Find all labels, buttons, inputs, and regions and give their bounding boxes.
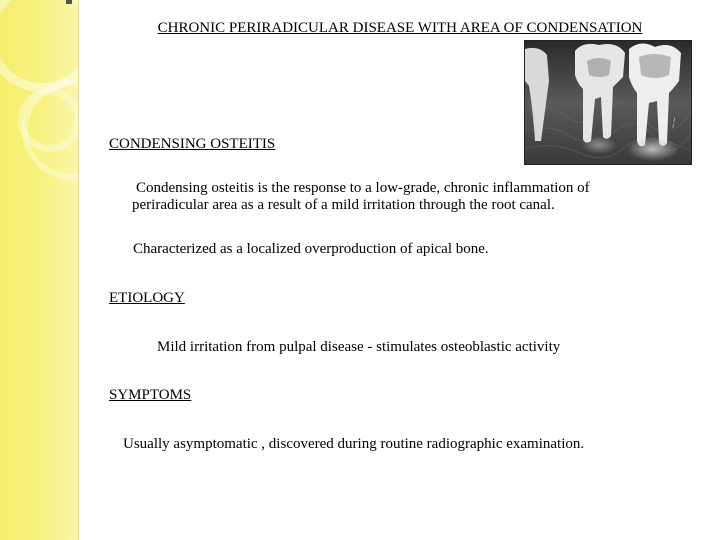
- decorative-side-band: [0, 0, 78, 540]
- corner-mark: [66, 0, 72, 4]
- side-divider: [78, 0, 79, 540]
- radiograph-svg: [525, 41, 691, 164]
- svg-text:~~: ~~: [669, 116, 680, 130]
- dental-radiograph-image: [524, 40, 692, 165]
- slide-title: CHRONIC PERIRADICULAR DISEASE WITH AREA OF CONDENSATION: [157, 20, 643, 36]
- etiology-text: Mild irritation from pulpal disease - stimulates osteoblastic activity: [157, 339, 561, 355]
- symptoms-text: Usually asymptomatic , discovered during routine radiographic examination.: [123, 436, 585, 452]
- decorative-ring: [0, 0, 78, 92]
- section-heading-etiology: ETIOLOGY: [109, 290, 185, 306]
- section-heading-condensing-osteitis: CONDENSING OSTEITIS: [109, 136, 276, 152]
- decorative-ring: [18, 88, 78, 152]
- characterization-paragraph: Characterized as a localized overproduction of apical bone.: [133, 241, 489, 257]
- definition-paragraph: Condensing osteitis is the response to a low-grade, chronic inflammation of periradicular area as a result of a mild irritation through the root canal.: [132, 180, 590, 213]
- section-heading-symptoms: SYMPTOMS: [109, 387, 192, 403]
